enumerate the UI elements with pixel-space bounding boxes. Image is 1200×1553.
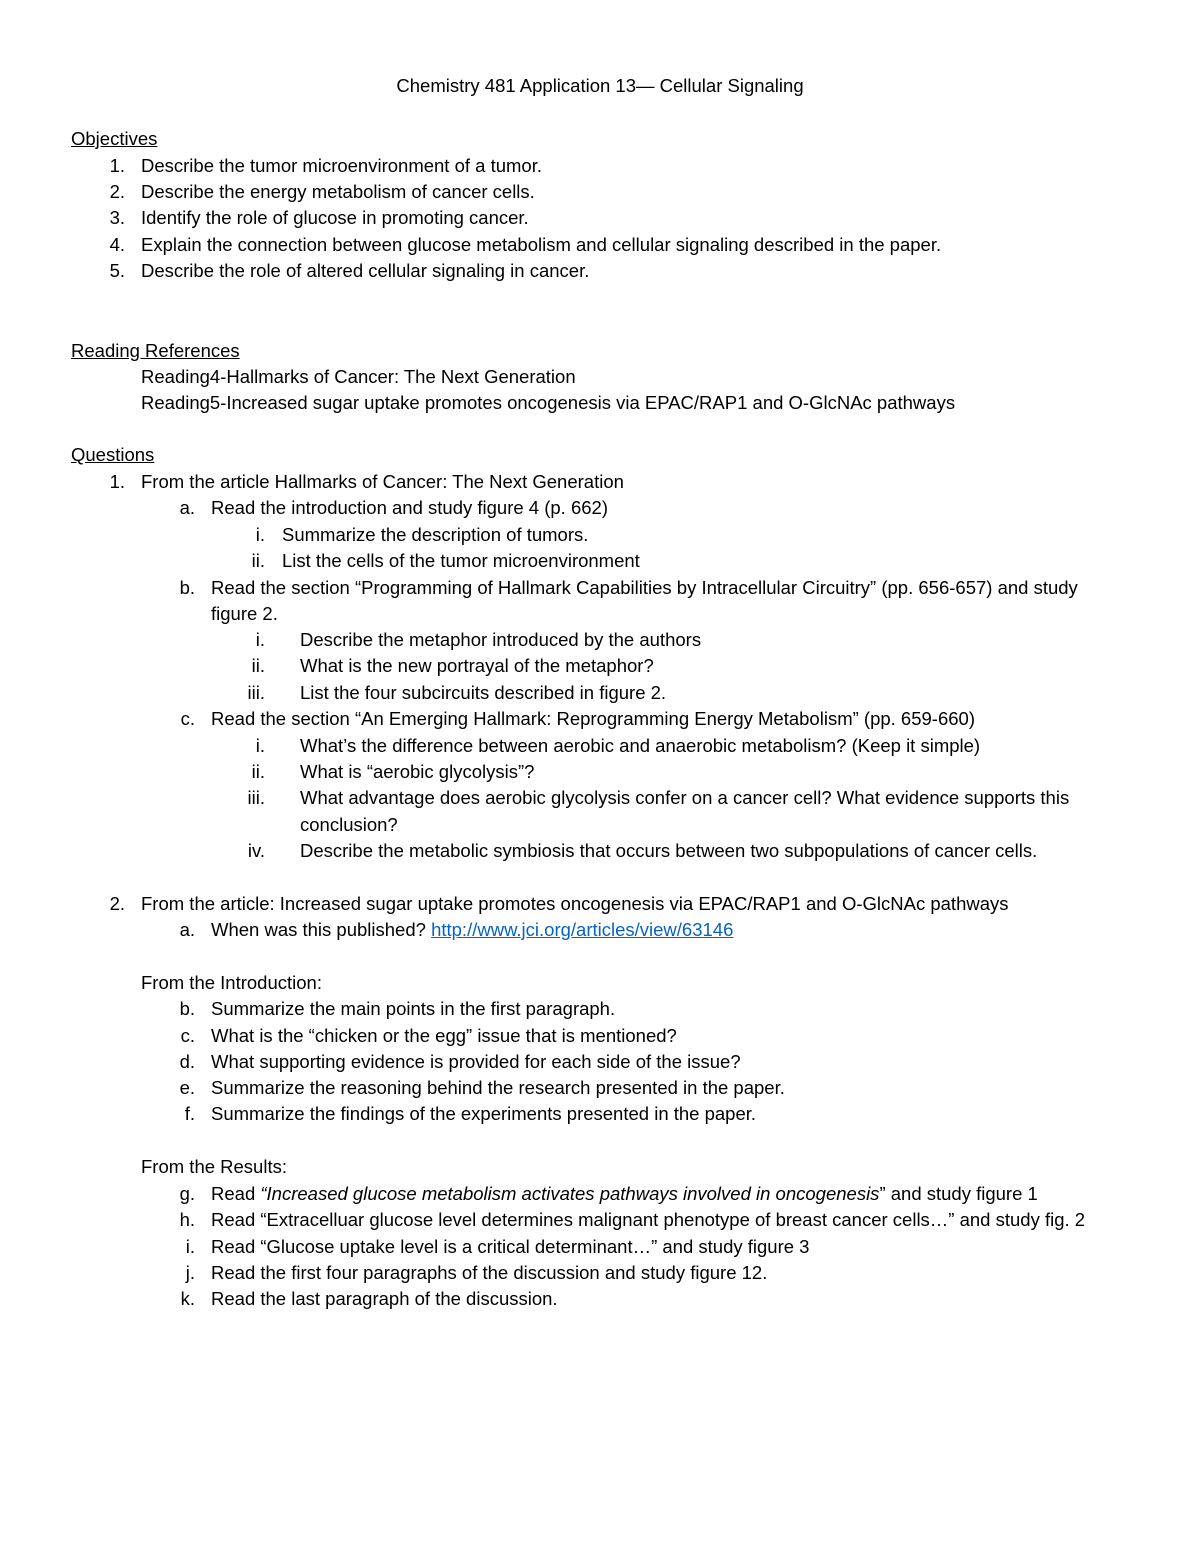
objectives-heading: Objectives [71, 128, 158, 149]
item-text: What’s the difference between aerobic and anaerobic metabolism? (Keep it simple) [300, 735, 981, 756]
subquestion-letter: k. [180, 1288, 195, 1309]
objective-text: Identify the role of glucose in promoting cancer. [141, 207, 529, 228]
item-text: Describe the metaphor introduced by the authors [300, 629, 702, 650]
item-roman: i. [255, 735, 265, 756]
subquestion-text: What supporting evidence is provided for each side of the issue? [211, 1051, 741, 1072]
subquestion-prompt: When was this published? [211, 919, 432, 940]
item-roman: iv. [247, 840, 265, 861]
item-roman: ii. [251, 761, 265, 782]
read-suffix: ” and study figure 1 [879, 1183, 1038, 1204]
item-text-continued: conclusion? [300, 814, 398, 835]
item-text: What is “aerobic glycolysis”? [300, 761, 535, 782]
subquestion-letter: e. [179, 1077, 195, 1098]
subquestion-text [211, 1181, 1038, 1207]
item-roman: ii. [251, 655, 265, 676]
read-prefix: Read [211, 1183, 261, 1204]
item-text: List the cells of the tumor microenvironment [282, 550, 640, 571]
subquestion-text: Summarize the reasoning behind the research presented in the paper. [211, 1077, 785, 1098]
subquestion-letter: h. [179, 1209, 195, 1230]
subquestion-letter: a. [179, 919, 195, 940]
item-text: What advantage does aerobic glycolysis confer on a cancer cell? What evidence supports this [300, 787, 1070, 808]
question-number: 1. [109, 471, 125, 492]
page-title: Chemistry 481 Application 13— Cellular Signaling [396, 75, 804, 96]
subquestion-text [211, 917, 733, 943]
objective-text: Describe the energy metabolism of cancer cells. [141, 181, 535, 202]
question-text: From the article Hallmarks of Cancer: The Next Generation [141, 471, 624, 492]
section-title-italic: “Increased glucose metabolism activates pathways involved in oncogenesis [260, 1183, 880, 1204]
subquestion-text: Summarize the findings of the experiments presented in the paper. [211, 1103, 757, 1124]
item-roman: iii. [247, 787, 265, 808]
question-number: 2. [109, 893, 125, 914]
introduction-heading: From the Introduction: [141, 972, 322, 993]
subquestion-letter: g. [179, 1183, 195, 1204]
objective-number: 3. [109, 207, 125, 228]
subquestion-text: Read the first four paragraphs of the discussion and study figure 12. [211, 1262, 768, 1283]
subquestion-letter: i. [185, 1236, 195, 1257]
questions-heading: Questions [71, 444, 155, 465]
objective-text: Describe the tumor microenvironment of a tumor. [141, 155, 542, 176]
subquestion-text: Read the section “Programming of Hallmark Capabilities by Intracellular Circuitry” (pp. 656-657) and study [211, 577, 1078, 598]
subquestion-letter: d. [179, 1051, 195, 1072]
objective-number: 1. [109, 155, 125, 176]
objective-text: Describe the role of altered cellular signaling in cancer. [141, 260, 590, 281]
item-roman: ii. [251, 550, 265, 571]
objective-number: 4. [109, 234, 125, 255]
reference-item: Reading5-Increased sugar uptake promotes oncogenesis via EPAC/RAP1 and O-GlcNAc pathways [141, 392, 956, 413]
subquestion-letter: b. [179, 998, 195, 1019]
subquestion-letter: c. [180, 1025, 195, 1046]
subquestion-letter: b. [179, 577, 195, 598]
objective-number: 2. [109, 181, 125, 202]
item-roman: i. [255, 524, 265, 545]
subquestion-text: Read the last paragraph of the discussion. [211, 1288, 558, 1309]
item-text: Summarize the description of tumors. [282, 524, 589, 545]
subquestion-text: Summarize the main points in the first paragraph. [211, 998, 616, 1019]
subquestion-text: Read “Glucose uptake level is a critical determinant…” and study figure 3 [211, 1236, 810, 1257]
subquestion-letter: f. [184, 1103, 195, 1124]
item-roman: i. [255, 629, 265, 650]
item-text: Describe the metabolic symbiosis that occurs between two subpopulations of cancer cells. [300, 840, 1038, 861]
subquestion-text: Read “Extracelluar glucose level determines malignant phenotype of breast cancer cells…” and study fig. 2 [211, 1209, 1086, 1230]
subquestion-text: What is the “chicken or the egg” issue that is mentioned? [211, 1025, 677, 1046]
objective-text: Explain the connection between glucose metabolism and cellular signaling described in the paper. [141, 234, 942, 255]
subquestion-text-continued: figure 2. [211, 603, 278, 624]
subquestion-letter: c. [180, 708, 195, 729]
article-link[interactable]: http://www.jci.org/articles/view/63146 [431, 919, 734, 940]
subquestion-letter: j. [185, 1262, 195, 1283]
question-text: From the article: Increased sugar uptake promotes oncogenesis via EPAC/RAP1 and O-GlcNAc pathways [141, 893, 1009, 914]
subquestion-text: Read the section “An Emerging Hallmark: Reprogramming Energy Metabolism” (pp. 659-660) [211, 708, 975, 729]
item-text: What is the new portrayal of the metaphor? [300, 655, 654, 676]
item-roman: iii. [247, 682, 265, 703]
objective-number: 5. [109, 260, 125, 281]
item-text: List the four subcircuits described in figure 2. [300, 682, 667, 703]
results-heading: From the Results: [141, 1156, 287, 1177]
reference-item: Reading4-Hallmarks of Cancer: The Next Generation [141, 366, 576, 387]
subquestion-text: Read the introduction and study figure 4 (p. 662) [211, 497, 608, 518]
subquestion-letter: a. [179, 497, 195, 518]
references-heading: Reading References [71, 340, 240, 361]
